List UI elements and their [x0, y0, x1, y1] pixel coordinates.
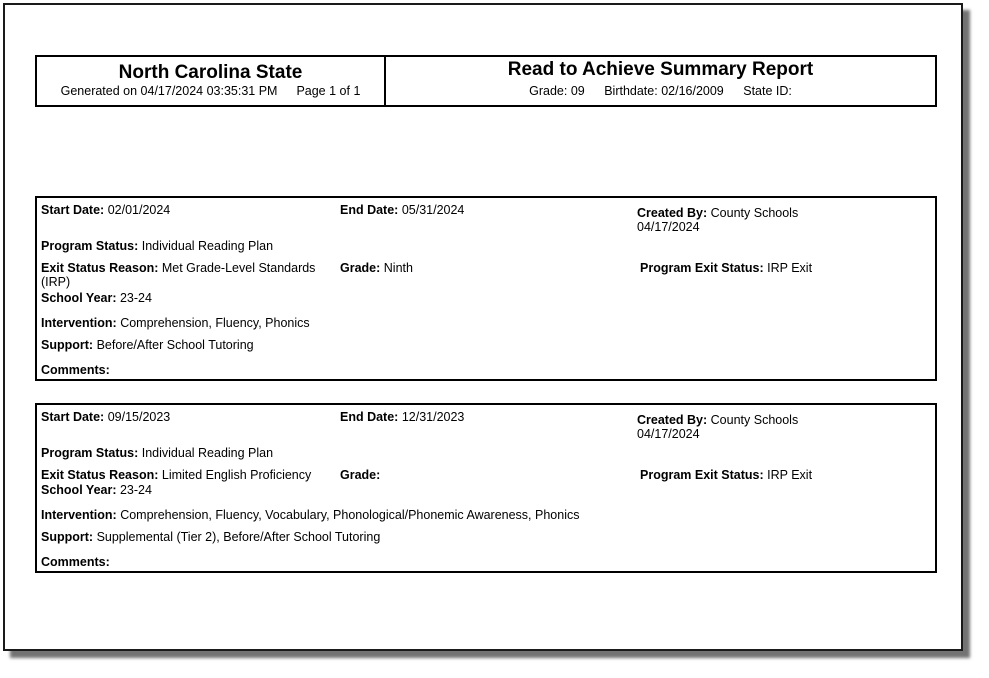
created-by-field [637, 413, 798, 441]
exit-status-reason-value-cont: (IRP) [41, 275, 71, 289]
created-by-value: County Schools [710, 206, 799, 220]
state-id-info [743, 84, 792, 98]
start-date-value: 02/01/2024 [107, 203, 171, 217]
grade-label: Grade: [529, 84, 568, 98]
program-exit-status-label: Program Exit Status: [640, 261, 764, 275]
exit-status-reason-value: Met Grade-Level Standards [161, 261, 316, 275]
state-title: North Carolina State [118, 62, 303, 83]
birthdate-label: Birthdate: [604, 84, 658, 98]
comments-field [41, 363, 110, 377]
end-date-field [340, 410, 464, 424]
header-right-panel [386, 57, 935, 105]
comments-label: Comments: [41, 555, 110, 569]
intervention-field [41, 316, 310, 330]
grade-value: 09 [570, 84, 585, 98]
program-status-field [41, 239, 273, 253]
program-status-value: Individual Reading Plan [141, 239, 274, 253]
start-date-field [41, 410, 170, 424]
start-date-value: 09/15/2023 [107, 410, 171, 424]
program-exit-status-label: Program Exit Status: [640, 468, 764, 482]
birthdate-info [604, 84, 727, 98]
program-status-field [41, 446, 273, 460]
report-header [35, 55, 937, 107]
school-year-label: School Year: [41, 291, 117, 305]
exit-status-reason-label: Exit Status Reason: [41, 468, 159, 482]
generated-line [37, 84, 384, 98]
intervention-label: Intervention: [41, 508, 117, 522]
school-year-field [41, 483, 152, 497]
birthdate-value: 02/16/2009 [661, 84, 724, 98]
program-status-label: Program Status: [41, 239, 139, 253]
start-date-field [41, 203, 170, 217]
report-page [3, 3, 963, 651]
comments-label: Comments: [41, 363, 110, 377]
program-record [35, 196, 937, 381]
intervention-field [41, 508, 579, 522]
support-value: Before/After School Tutoring [96, 338, 254, 352]
page-label: Page 1 of [296, 84, 350, 98]
grade-label: Grade: [340, 468, 381, 482]
school-year-value: 23-24 [119, 483, 152, 497]
intervention-value: Comprehension, Fluency, Vocabulary, Phonological/Phonemic Awareness, Phonics [120, 508, 580, 522]
support-field [41, 530, 380, 544]
program-exit-status-field [640, 261, 812, 275]
page-total: 1 [353, 84, 361, 98]
created-date-value: 04/17/2024 [637, 427, 700, 441]
program-exit-status-value: IRP Exit [767, 468, 813, 482]
grade-label: Grade: [340, 261, 381, 275]
end-date-value: 12/31/2023 [401, 410, 465, 424]
end-date-value: 05/31/2024 [401, 203, 465, 217]
support-field [41, 338, 254, 352]
state-id-label: State ID: [743, 84, 792, 98]
exit-status-reason-field [41, 261, 315, 289]
created-by-value: County Schools [710, 413, 799, 427]
created-by-field [637, 206, 798, 234]
created-by-label: Created By: [637, 206, 708, 220]
end-date-label: End Date: [340, 203, 399, 217]
created-date-value: 04/17/2024 [637, 220, 700, 234]
program-record [35, 403, 937, 573]
exit-status-reason-label: Exit Status Reason: [41, 261, 159, 275]
created-by-label: Created By: [637, 413, 708, 427]
header-left-panel [37, 57, 386, 105]
program-exit-status-field [640, 468, 812, 482]
comments-field [41, 555, 110, 569]
end-date-label: End Date: [340, 410, 399, 424]
support-label: Support: [41, 338, 94, 352]
support-label: Support: [41, 530, 94, 544]
start-date-label: Start Date: [41, 203, 105, 217]
report-title: Read to Achieve Summary Report [507, 59, 814, 80]
exit-status-reason-field [41, 468, 311, 482]
program-exit-status-value: IRP Exit [767, 261, 813, 275]
support-value: Supplemental (Tier 2), Before/After School Tutoring [96, 530, 381, 544]
intervention-value: Comprehension, Fluency, Phonics [120, 316, 310, 330]
grade-value: Ninth [383, 261, 413, 275]
grade-field [340, 261, 413, 275]
grade-info [529, 84, 588, 98]
end-date-field [340, 203, 464, 217]
generated-label: Generated on [60, 84, 138, 98]
school-year-label: School Year: [41, 483, 117, 497]
exit-status-reason-value: Limited English Proficiency [161, 468, 312, 482]
intervention-label: Intervention: [41, 316, 117, 330]
grade-field [340, 468, 380, 482]
generated-value: 04/17/2024 03:35:31 PM [140, 84, 278, 98]
start-date-label: Start Date: [41, 410, 105, 424]
program-status-label: Program Status: [41, 446, 139, 460]
school-year-value: 23-24 [119, 291, 152, 305]
school-year-field [41, 291, 152, 305]
student-info-line [386, 84, 935, 98]
program-status-value: Individual Reading Plan [141, 446, 274, 460]
